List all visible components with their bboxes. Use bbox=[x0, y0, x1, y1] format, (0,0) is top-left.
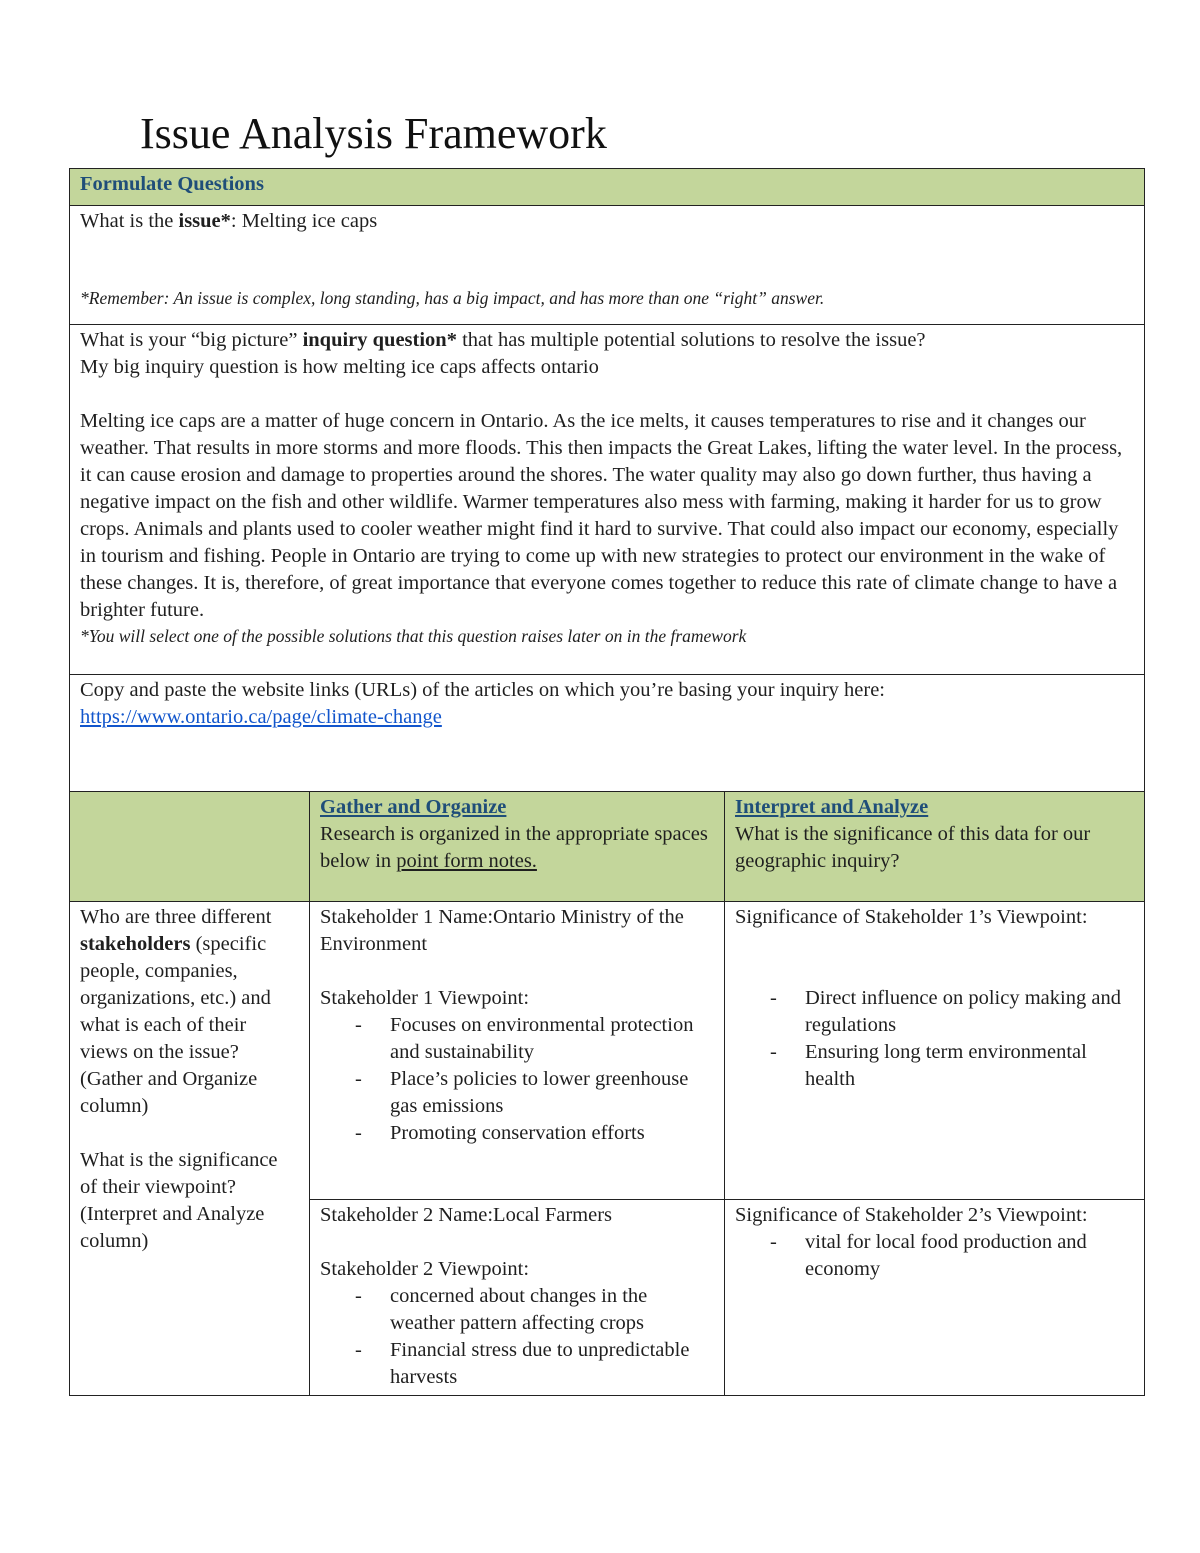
urls-prompt: Copy and paste the website links (URLs) of the articles on which you’re basing your inquiry here: bbox=[80, 679, 886, 701]
significance-2-points bbox=[735, 1229, 1134, 1283]
stakeholder-2-name: Stakeholder 2 Name:Local Farmers bbox=[320, 1204, 613, 1226]
formulate-questions-header bbox=[70, 169, 1145, 206]
inquiry-note: *You will select one of the possible solutions that this question raises later on in the framework bbox=[80, 626, 747, 646]
urls-cell bbox=[70, 675, 1145, 792]
stakeholder-1-viewpoint-label: Stakeholder 1 Viewpoint: bbox=[320, 987, 530, 1009]
interpret-title: Interpret and Analyze bbox=[735, 796, 929, 818]
inquiry-label-tail: that has multiple potential solutions to resolve the issue? bbox=[456, 329, 926, 351]
issue-answer: : Melting ice caps bbox=[230, 210, 378, 232]
question-prompt-cell bbox=[70, 902, 310, 1396]
stakeholders-question bbox=[80, 904, 299, 1066]
significance-1-points bbox=[735, 985, 1134, 1093]
list-item: - Place’s policies to lower greenhouse gas emissions bbox=[355, 1066, 714, 1120]
significance-2-label: Significance of Stakeholder 2’s Viewpoint: bbox=[735, 1204, 1088, 1226]
list-item: - vital for local food production and economy bbox=[770, 1229, 1134, 1283]
significance-question: What is the significance of their viewpoint? (Interpret and Analyze column) bbox=[80, 1149, 278, 1252]
gather-desc-underlined: point form notes. bbox=[396, 850, 537, 872]
interpret-description: What is the significance of this data for our geographic inquiry? bbox=[735, 823, 1091, 872]
blank-header-cell bbox=[70, 792, 310, 902]
stakeholders-q-paren: (Gather and Organize column) bbox=[80, 1068, 258, 1117]
issue-cell bbox=[70, 206, 1145, 325]
gather-header-cell bbox=[310, 792, 725, 902]
inquiry-answer: My big inquiry question is how melting ice caps affects ontario bbox=[80, 356, 599, 378]
document-title: Issue Analysis Framework bbox=[140, 109, 607, 158]
list-item: - Financial stress due to unpredictable harvests bbox=[355, 1337, 714, 1391]
inquiry-paragraph: Melting ice caps are a matter of huge concern in Ontario. As the ice melts, it causes temperatures to rise and it changes our weather. That results in more storms and more floods. This then impacts the Great Lakes, lifting the water level. In the process, it can cause erosion and damage to properties around the shores. The water quality may also go down further, thus having a negative impact on the fish and other wildlife. Warmer temperatures also mess with farming, making it harder for us to grow crops. Animals and plants used to cooler weather might find it hard to survive. That could also impact our economy, especially in tourism and fishing. People in Ontario are trying to come up with new strategies to protect our environment in the wake of these changes. It is, therefore, of great importance that everyone comes together to reduce this rate of climate change to have a brighter future. bbox=[80, 410, 1123, 621]
inquiry-cell bbox=[70, 325, 1145, 675]
stakeholder-2-viewpoint-label: Stakeholder 2 Viewpoint: bbox=[320, 1258, 530, 1280]
list-item: - Promoting conservation efforts bbox=[355, 1120, 714, 1147]
list-item: - Direct influence on policy making and regulations bbox=[770, 985, 1134, 1039]
inquiry-label: What is your “big picture” bbox=[80, 329, 303, 351]
issue-label: What is the bbox=[80, 210, 179, 232]
stakeholder-1-cell bbox=[310, 902, 725, 1200]
list-item: - Ensuring long term environmental health bbox=[770, 1039, 1134, 1093]
interpret-header-cell bbox=[725, 792, 1145, 902]
stakeholders-q-bold: stakeholders bbox=[80, 933, 191, 955]
gather-desc-text: Research is organized in the appropriate spaces below in bbox=[320, 823, 708, 872]
stakeholder-2-cell bbox=[310, 1200, 725, 1396]
gather-title: Gather and Organize bbox=[320, 796, 507, 818]
source-link[interactable]: https://www.ontario.ca/page/climate-change bbox=[80, 706, 442, 728]
gather-description bbox=[320, 821, 714, 875]
inquiry-question-line bbox=[80, 327, 1134, 354]
significance-1-cell bbox=[725, 902, 1145, 1200]
formulate-questions-title: Formulate Questions bbox=[80, 173, 264, 195]
stakeholders-q-text: Who are three different bbox=[80, 906, 272, 928]
issue-label-bold: issue* bbox=[178, 210, 231, 232]
stakeholder-1-name: Stakeholder 1 Name:Ontario Ministry of the Environment bbox=[320, 906, 684, 955]
significance-2-cell bbox=[725, 1200, 1145, 1396]
list-item: - Focuses on environmental protection and sustainability bbox=[355, 1012, 714, 1066]
issue-remember-note: *Remember: An issue is complex, long standing, has a big impact, and has more than one “right” answer. bbox=[80, 288, 825, 308]
issue-line bbox=[80, 208, 1134, 235]
framework-table bbox=[69, 168, 1145, 1396]
stakeholders-q-tail: (specific people, companies, organizations, etc.) and what is each of their views on the issue? bbox=[80, 933, 271, 1063]
stakeholder-2-points bbox=[320, 1283, 714, 1391]
list-item: - concerned about changes in the weather pattern affecting crops bbox=[355, 1283, 714, 1337]
significance-1-label: Significance of Stakeholder 1’s Viewpoint: bbox=[735, 906, 1088, 928]
inquiry-label-bold: inquiry question* bbox=[302, 329, 457, 351]
stakeholder-1-points bbox=[320, 1012, 714, 1147]
